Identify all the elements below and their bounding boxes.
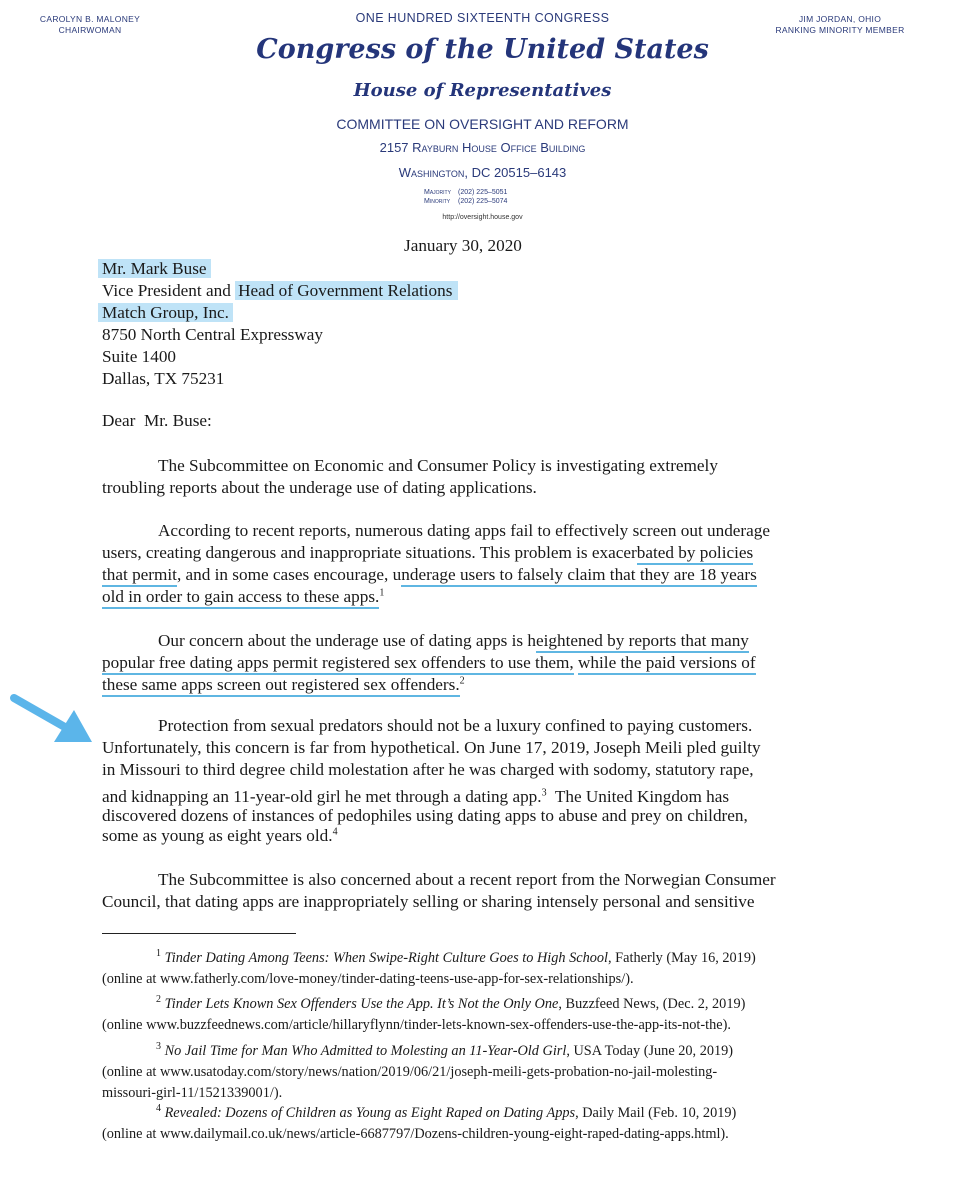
ranking-title: RANKING MINORITY MEMBER: [775, 25, 905, 35]
p4-line2: Unfortunately, this concern is far from hypothetical. On June 17, 2019, Joseph Meili pled guilty: [102, 738, 761, 757]
recipient-title: Vice President and Head of Government Relations: [102, 280, 458, 302]
p1-line2: troubling reports about the underage use of dating applications.: [102, 478, 537, 497]
p4-line6: some as young as eight years old.$^4$: [102, 826, 338, 845]
house-title: House of Representatives: [353, 80, 612, 101]
fn-ref-1: 1: [379, 587, 385, 599]
recipient-city: Dallas, TX 75231: [102, 369, 225, 388]
p3-line2: popular free dating apps permit registered sex offenders to use them, while the paid versions of: [102, 652, 756, 674]
ranking-name: JIM JORDAN, OHIO: [798, 14, 882, 24]
p4-line4: and kidnapping an 11-year-old girl he met through a dating app.$^3$ The United Kingdom has: [102, 787, 730, 806]
footnote-4: $^4$ Revealed: Dozens of Children as Young as Eight Raped on Dating Apps, Daily Mail (Feb. 10, 2019) (online at www.dailymail.co.uk/news/article-6687797/Dozens-children-young-eight-raped-dating-apps.html).: [102, 1103, 737, 1142]
footnote-rule: [102, 933, 296, 934]
city-address: Washington, DC 20515–6143: [398, 165, 567, 180]
footnote-1: $^1$ Tinder Dating Among Teens: When Swipe-Right Culture Goes to High School, Fatherly (May 16, 2019) (online at www.fatherly.com/love-money/tinder-dating-teens-use-app-for-sex-relationships/).: [102, 948, 756, 987]
p4-line3: in Missouri to third degree child molestation after he was charged with sodomy, statutory rape,: [102, 760, 754, 779]
building-address: 2157 Rayburn House Office Building: [379, 140, 586, 155]
p5-line2: Council, that dating apps are inappropriately selling or sharing intensely personal and sensitive: [102, 892, 755, 911]
minority-label: Minority: [424, 198, 451, 205]
recipient-suite: Suite 1400: [102, 347, 177, 366]
salutation: Dear Mr. Buse:: [102, 411, 212, 430]
p3-line3: these same apps screen out registered sex offenders.$^2$: [102, 674, 465, 696]
minority-phone: (202) 225–5074: [458, 198, 508, 205]
chair-title: CHAIRWOMAN: [58, 25, 122, 35]
arrow-icon: [8, 690, 98, 750]
footnote-3: $^3$ No Jail Time for Man Who Admitted to Molesting an 11-Year-Old Girl, USA Today (June 20, 2019) (online at www.usatoday.com/story/news/nation/2019/06/21/joseph-meili-gets-probation-no-jail-molesting- missouri-girl-11/1521339001/).: [102, 1041, 734, 1101]
majority-label: Majority: [424, 189, 451, 196]
p2-line2: users, creating dangerous and inappropriate situations. This problem is exacerbated by policies: [102, 542, 753, 564]
p5-line1: The Subcommittee is also concerned about a recent report from the Norwegian Consumer: [158, 870, 776, 889]
letter-date: January 30, 2020: [404, 236, 522, 255]
p3-line1: Our concern about the underage use of dating apps is heightened by reports that many: [158, 630, 749, 652]
underline-exacerbated: bated by policies: [637, 543, 753, 565]
chair-name: CAROLYN B. MALONEY: [39, 14, 141, 24]
phone-block: [424, 188, 507, 206]
majority-phone: (202) 225–5051: [458, 189, 508, 196]
website: http://oversight.house.gov: [442, 214, 523, 221]
highlight-head-gov-relations: Head of Government Relations: [235, 281, 458, 300]
p4-line5: discovered dozens of instances of pedophiles using dating apps to abuse and prey on children,: [102, 806, 748, 825]
fn-ref-2: 2: [459, 675, 465, 687]
congress-title: Congress of the United States: [256, 34, 709, 65]
committee-name: COMMITTEE ON OVERSIGHT AND REFORM: [336, 116, 629, 132]
p1-line1: The Subcommittee on Economic and Consumer Policy is investigating extremely: [158, 456, 718, 475]
congress-number: ONE HUNDRED SIXTEENTH CONGRESS: [355, 11, 610, 25]
p4-line1: Protection from sexual predators should not be a luxury confined to paying customers.: [158, 716, 753, 735]
recipient-company: Match Group, Inc.: [102, 302, 233, 324]
footnote-2: $^2$ Tinder Lets Known Sex Offenders Use the App. It’s Not the Only One, Buzzfeed News, (Dec. 2, 2019) (online www.buzzfeednews.com/article/hillaryflynn/tinder-lets-known-sex-offenders-use-the-app-its-not-the).: [102, 994, 746, 1033]
recipient-street: 8750 North Central Expressway: [102, 325, 324, 344]
p2-line4: old in order to gain access to these apps.$^1$: [102, 586, 384, 608]
fn-ref-4: 4: [332, 826, 338, 838]
recipient-name: Mr. Mark Buse: [102, 258, 211, 280]
p2-line1: According to recent reports, numerous dating apps fail to effectively screen out underage: [158, 521, 771, 540]
fn-ref-3: 3: [541, 787, 547, 799]
p2-line3: that permit, and in some cases encourage, underage users to falsely claim that they are 18 years: [102, 564, 757, 586]
